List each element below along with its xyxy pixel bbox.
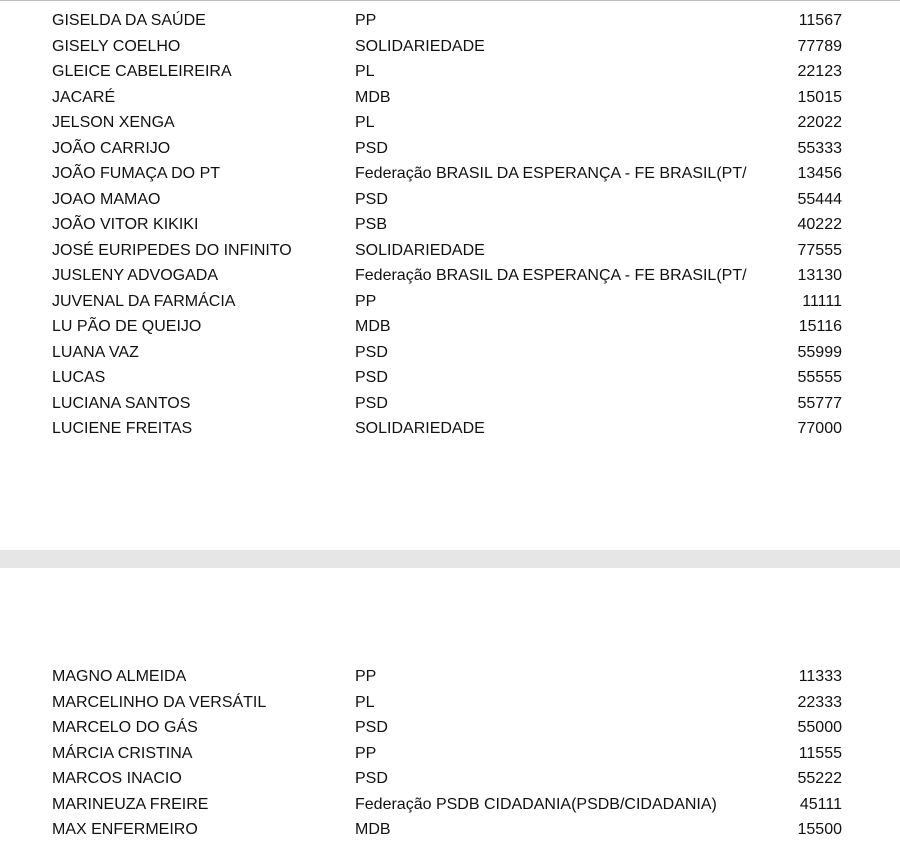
document-page-2 xyxy=(0,568,900,843)
candidate-number: 77789 xyxy=(797,37,842,55)
table-row xyxy=(0,136,900,162)
candidate-name: GISELY COELHO xyxy=(52,37,181,55)
table-row xyxy=(0,416,900,442)
candidate-party: PP xyxy=(355,744,377,762)
table-row xyxy=(0,715,900,741)
candidate-party: PSD xyxy=(355,369,388,386)
candidate-party: PP xyxy=(355,668,377,685)
page-break xyxy=(0,550,900,568)
candidate-number: 11567 xyxy=(798,12,842,29)
candidate-number: 22123 xyxy=(797,63,842,80)
candidate-name: JOÃO FUMAÇA DO PT xyxy=(52,165,221,182)
candidate-name: MARCELINHO DA VERSÁTIL xyxy=(52,693,267,711)
candidate-party: SOLIDARIEDADE xyxy=(355,420,485,437)
candidate-party: SOLIDARIEDADE xyxy=(355,241,485,259)
table-row xyxy=(0,85,900,111)
candidate-name: GLEICE CABELEIREIRA xyxy=(52,63,232,80)
table-row xyxy=(0,340,900,366)
table-row xyxy=(0,792,900,818)
table-row xyxy=(0,391,900,417)
candidate-name: JOÃO CARRIJO xyxy=(52,139,171,157)
candidate-number: 77000 xyxy=(797,420,842,437)
candidate-party: Federação PSDB CIDADANIA(PSDB/CIDADANIA) xyxy=(355,795,717,813)
candidate-number: 15015 xyxy=(797,88,842,106)
candidate-name: JACARÉ xyxy=(52,88,116,106)
candidate-party: PP xyxy=(355,12,377,29)
candidate-name: MAX ENFERMEIRO xyxy=(52,821,198,838)
candidate-table-1 xyxy=(0,8,900,442)
candidate-number: 11333 xyxy=(798,668,842,685)
table-row xyxy=(0,314,900,340)
candidate-party: PL xyxy=(355,693,375,711)
table-row xyxy=(0,365,900,391)
candidate-party: PP xyxy=(355,292,377,310)
candidate-number: 13130 xyxy=(797,267,842,284)
candidate-name: MAGNO ALMEIDA xyxy=(52,668,187,685)
table-row xyxy=(0,161,900,187)
candidate-table-2 xyxy=(0,664,900,843)
candidate-number: 40222 xyxy=(797,216,842,233)
candidate-name: MARCOS INACIO xyxy=(52,770,182,787)
table-row xyxy=(0,59,900,85)
candidate-party: PSD xyxy=(355,190,388,208)
candidate-name: MARINEUZA FREIRE xyxy=(52,795,209,813)
table-row xyxy=(0,34,900,60)
candidate-number: 55444 xyxy=(797,190,842,208)
candidate-name: LUCAS xyxy=(52,369,106,386)
table-row xyxy=(0,110,900,136)
candidate-number: 55555 xyxy=(797,369,842,386)
candidate-name: LUCIANA SANTOS xyxy=(52,394,191,412)
table-row xyxy=(0,212,900,238)
candidate-name: LUANA VAZ xyxy=(52,343,139,361)
candidate-party: PSD xyxy=(355,719,388,736)
candidate-number: 15500 xyxy=(797,821,842,838)
candidate-number: 55333 xyxy=(797,139,842,157)
candidate-number: 55000 xyxy=(797,719,842,736)
table-row xyxy=(0,8,900,34)
table-row xyxy=(0,766,900,792)
candidate-party: PSD xyxy=(355,394,388,412)
candidate-number: 45111 xyxy=(799,795,842,813)
candidate-name: JUSLENY ADVOGADA xyxy=(52,267,218,284)
table-row xyxy=(0,238,900,264)
candidate-name: LUCIENE FREITAS xyxy=(52,420,193,437)
candidate-name: MÁRCIA CRISTINA xyxy=(52,744,193,762)
candidate-number: 55777 xyxy=(797,394,842,412)
candidate-name: JOÃO VITOR KIKIKI xyxy=(52,216,199,233)
candidate-party: PL xyxy=(355,114,375,131)
document-page-1 xyxy=(0,1,900,550)
candidate-name: LU PÃO DE QUEIJO xyxy=(52,318,202,335)
candidate-party: PSD xyxy=(355,343,388,361)
table-row xyxy=(0,817,900,843)
candidate-name: GISELDA DA SAÚDE xyxy=(52,12,206,29)
candidate-name: JOAO MAMAO xyxy=(52,190,161,208)
candidate-number: 55999 xyxy=(797,343,842,361)
candidate-party: MDB xyxy=(355,821,391,838)
candidate-number: 11111 xyxy=(802,292,842,310)
candidate-party: MDB xyxy=(355,318,391,335)
table-row xyxy=(0,690,900,716)
candidate-name: JELSON XENGA xyxy=(52,114,175,131)
candidate-party: Federação BRASIL DA ESPERANÇA - FE BRASIL(PT/ xyxy=(355,165,747,182)
table-row xyxy=(0,263,900,289)
candidate-party: Federação BRASIL DA ESPERANÇA - FE BRASIL(PT/ xyxy=(355,267,747,284)
table-row xyxy=(0,664,900,690)
candidate-number: 22333 xyxy=(797,693,842,711)
candidate-number: 55222 xyxy=(797,770,842,787)
candidate-party: SOLIDARIEDADE xyxy=(355,37,485,55)
candidate-party: PSB xyxy=(355,216,388,233)
candidate-party: PSD xyxy=(355,139,388,157)
table-row xyxy=(0,187,900,213)
candidate-party: PL xyxy=(355,63,375,80)
candidate-name: MARCELO DO GÁS xyxy=(52,719,198,736)
candidate-number: 77555 xyxy=(797,241,842,259)
candidate-number: 11555 xyxy=(798,744,842,762)
candidate-number: 22022 xyxy=(797,114,842,131)
candidate-party: MDB xyxy=(355,88,391,106)
candidate-number: 13456 xyxy=(797,165,842,182)
candidate-name: JOSÉ EURIPEDES DO INFINITO xyxy=(52,241,292,259)
candidate-party: PSD xyxy=(355,770,388,787)
candidate-name: JUVENAL DA FARMÁCIA xyxy=(52,292,236,310)
table-row xyxy=(0,741,900,767)
table-row xyxy=(0,289,900,315)
candidate-number: 15116 xyxy=(798,318,842,335)
